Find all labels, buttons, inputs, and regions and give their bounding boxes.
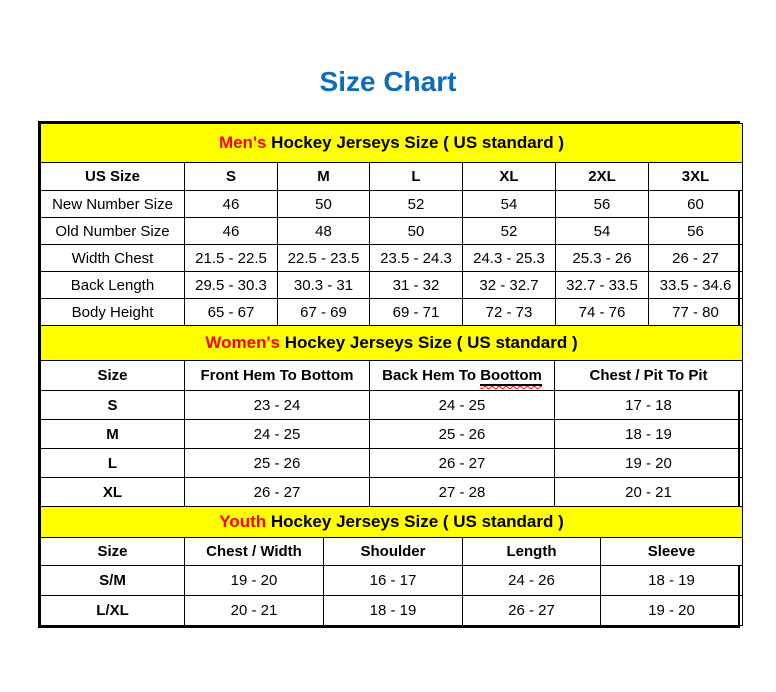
cell-value: 19 - 20 <box>555 449 743 478</box>
cell-value: 26 - 27 <box>649 245 743 272</box>
mens-col-header: L <box>370 163 463 191</box>
cell-value: 20 - 21 <box>555 478 743 507</box>
cell-value: 29.5 - 30.3 <box>185 272 278 299</box>
row-label: XL <box>41 478 185 507</box>
youth-column-header-row <box>41 538 743 566</box>
youth-heading-rest: Hockey Jerseys Size ( US standard ) <box>266 512 564 531</box>
row-label: M <box>41 420 185 449</box>
cell-value: 18 - 19 <box>601 566 743 596</box>
cell-value: 54 <box>463 191 556 218</box>
cell-value: 24 - 25 <box>185 420 370 449</box>
cell-value: 26 - 27 <box>185 478 370 507</box>
womens-col-header: Size <box>41 361 185 391</box>
cell-value: 17 - 18 <box>555 391 743 420</box>
mens-col-header: 2XL <box>556 163 649 191</box>
cell-value: 48 <box>278 218 370 245</box>
row-label: S <box>41 391 185 420</box>
table-row <box>41 566 743 596</box>
mens-section-title <box>41 124 743 163</box>
table-row <box>41 391 743 420</box>
cell-value: 50 <box>278 191 370 218</box>
cell-value: 69 - 71 <box>370 299 463 326</box>
womens-heading-rest: Hockey Jerseys Size ( US standard ) <box>279 333 578 352</box>
cell-value: 25.3 - 26 <box>556 245 649 272</box>
cell-value: 24 - 26 <box>463 566 601 596</box>
cell-value: 56 <box>556 191 649 218</box>
cell-value: 74 - 76 <box>556 299 649 326</box>
cell-value: 24.3 - 25.3 <box>463 245 556 272</box>
cell-value: 33.5 - 34.6 <box>649 272 743 299</box>
mens-col-header: M <box>278 163 370 191</box>
mens-heading-rest: Hockey Jerseys Size ( US standard ) <box>266 133 565 152</box>
cell-value: 50 <box>370 218 463 245</box>
youth-size-table <box>40 506 743 626</box>
womens-size-table <box>40 325 743 507</box>
womens-highlight: Women's <box>205 333 280 352</box>
womens-col-header: Front Hem To Bottom <box>185 361 370 391</box>
cell-value: 21.5 - 22.5 <box>185 245 278 272</box>
cell-value: 23.5 - 24.3 <box>370 245 463 272</box>
row-label: Width Chest <box>41 245 185 272</box>
cell-value: 54 <box>556 218 649 245</box>
cell-value: 18 - 19 <box>324 596 463 626</box>
cell-value: 67 - 69 <box>278 299 370 326</box>
back-hem-prefix: Back Hem To <box>382 367 481 384</box>
cell-value: 32.7 - 33.5 <box>556 272 649 299</box>
row-label: Body Height <box>41 299 185 326</box>
womens-section-header <box>41 326 743 361</box>
cell-value: 56 <box>649 218 743 245</box>
table-row <box>41 272 743 299</box>
womens-section-title <box>41 326 743 361</box>
cell-value: 46 <box>185 191 278 218</box>
cell-value: 31 - 32 <box>370 272 463 299</box>
misspelled-word: Boottom <box>480 367 542 384</box>
cell-value: 30.3 - 31 <box>278 272 370 299</box>
cell-value: 60 <box>649 191 743 218</box>
size-chart-container <box>38 121 740 628</box>
cell-value: 22.5 - 23.5 <box>278 245 370 272</box>
youth-highlight: Youth <box>219 512 267 531</box>
cell-value: 52 <box>463 218 556 245</box>
womens-column-header-row <box>41 361 743 391</box>
youth-col-header: Length <box>463 538 601 566</box>
youth-col-header: Size <box>41 538 185 566</box>
row-label: L/XL <box>41 596 185 626</box>
cell-value: 20 - 21 <box>185 596 324 626</box>
cell-value: 65 - 67 <box>185 299 278 326</box>
womens-col-header-misspelled <box>370 361 555 391</box>
mens-section-header <box>41 124 743 163</box>
table-row <box>41 299 743 326</box>
cell-value: 52 <box>370 191 463 218</box>
cell-value: 72 - 73 <box>463 299 556 326</box>
mens-col-header: US Size <box>41 163 185 191</box>
cell-value: 24 - 25 <box>370 391 555 420</box>
cell-value: 27 - 28 <box>370 478 555 507</box>
cell-value: 23 - 24 <box>185 391 370 420</box>
cell-value: 19 - 20 <box>185 566 324 596</box>
mens-column-header-row <box>41 163 743 191</box>
row-label: S/M <box>41 566 185 596</box>
table-row <box>41 218 743 245</box>
cell-value: 25 - 26 <box>370 420 555 449</box>
cell-value: 16 - 17 <box>324 566 463 596</box>
cell-value: 18 - 19 <box>555 420 743 449</box>
page-title: Size Chart <box>319 66 457 97</box>
row-label: Back Length <box>41 272 185 299</box>
mens-col-header: XL <box>463 163 556 191</box>
cell-value: 19 - 20 <box>601 596 743 626</box>
cell-value: 46 <box>185 218 278 245</box>
youth-section-title <box>41 507 743 538</box>
row-label: Old Number Size <box>41 218 185 245</box>
table-row <box>41 596 743 626</box>
table-row <box>41 245 743 272</box>
cell-value: 26 - 27 <box>370 449 555 478</box>
youth-col-header: Chest / Width <box>185 538 324 566</box>
youth-col-header: Shoulder <box>324 538 463 566</box>
mens-col-header: S <box>185 163 278 191</box>
youth-section-header <box>41 507 743 538</box>
cell-value: 32 - 32.7 <box>463 272 556 299</box>
youth-col-header: Sleeve <box>601 538 743 566</box>
spellcheck-squiggle <box>480 367 542 386</box>
cell-value: 77 - 80 <box>649 299 743 326</box>
mens-size-table <box>40 123 743 326</box>
mens-col-header: 3XL <box>649 163 743 191</box>
womens-col-header: Chest / Pit To Pit <box>555 361 743 391</box>
table-row <box>41 478 743 507</box>
cell-value: 26 - 27 <box>463 596 601 626</box>
mens-highlight: Men's <box>218 133 267 152</box>
table-row <box>41 420 743 449</box>
table-row <box>41 191 743 218</box>
row-label: L <box>41 449 185 478</box>
row-label: New Number Size <box>41 191 185 218</box>
cell-value: 25 - 26 <box>185 449 370 478</box>
table-row <box>41 449 743 478</box>
